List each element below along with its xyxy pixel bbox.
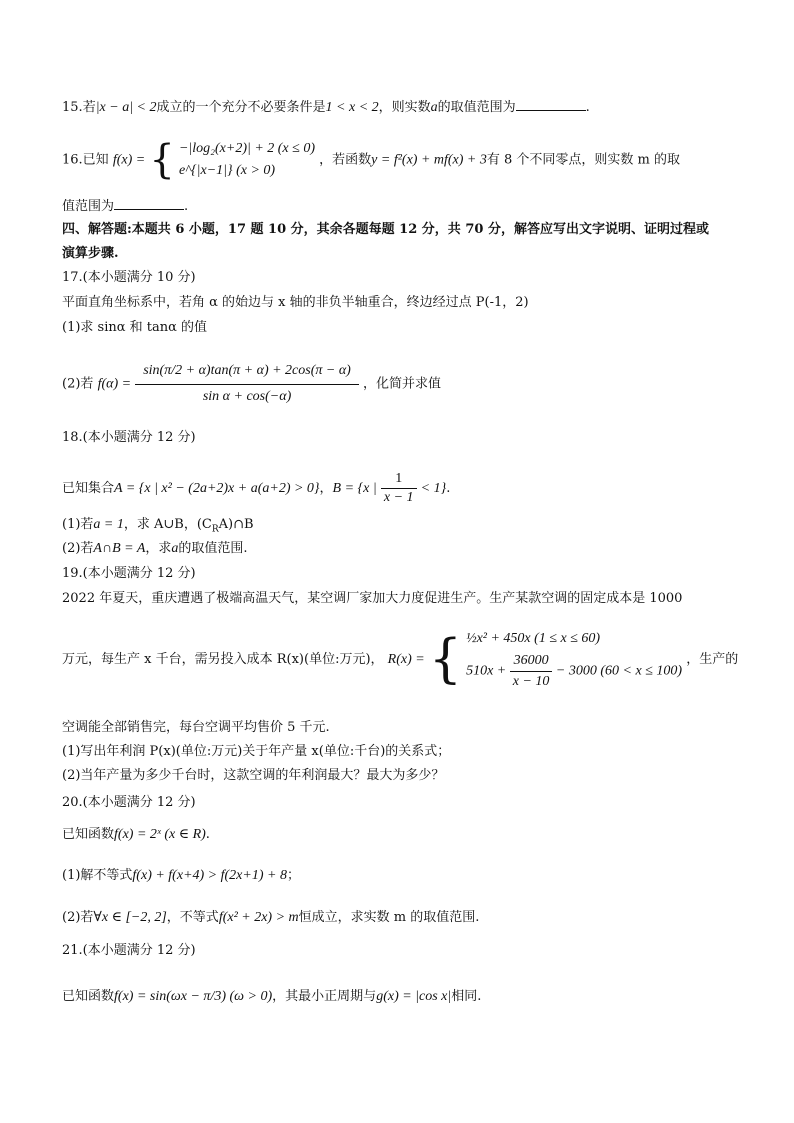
- q18-set-b-fraction: $\frac{1}{x - 1}$: [381, 470, 417, 507]
- q18-part-1: (1)若a = 1，求 A∪B，$(C_RA)\cap B$: [62, 517, 254, 535]
- q19-part-1: (1)写出年利润 P(x)(单位:万元)关于年产量 x(单位:千台)的关系式；: [62, 744, 451, 759]
- q15-condition-1: |x − a| < 2: [95, 100, 157, 115]
- q17-header: 17.(本小题满分 10 分): [62, 270, 196, 285]
- section-4-title-cont: 演算步骤.: [62, 246, 119, 261]
- q16-function: y = f²(x) + mf(x) + 3: [371, 152, 487, 168]
- q17-fraction: [135, 362, 359, 406]
- q20-part-1: (1)解不等式f(x) + f(x+4) > f(2x+1) + 8；: [62, 868, 300, 883]
- q20-header: 20.(本小题满分 12 分): [62, 795, 196, 810]
- q17-part-2: (2)若 f(α) = $\frac{\sin(\pi/2 + \alpha)\tan(\pi + \alpha) + 2\cos(\pi - \alpha)}{\text{sin α + cos(−α)}}$ ，化简并求值: [62, 363, 442, 404]
- q19-stem-3: 空调能全部销售完，每台空调平均售价 5 千元.: [62, 720, 330, 735]
- q19-stem-1: 2022 年夏天，重庆遭遇了极端高温天气，某空调厂家加大力度促进生产。生产某款空调的固定成本是 1000: [62, 591, 683, 606]
- q21-header: 21.(本小题满分 12 分): [62, 943, 196, 958]
- section-4-title: 四、解答题:本题共 6 小题，17 题 10 分，其余各题每题 12 分，共 70 分，解答应写出文字说明、证明过程或: [62, 222, 709, 237]
- q21-stem: 已知函数f(x) = sin(ωx − π/3) (ω > 0)，其最小正周期与g(x) = |cos x|相同.: [62, 989, 482, 1004]
- q20-part-2: (2)若∀x ∈ [−2, 2]，不等式f(x² + 2x) > m恒成立，求实数 m 的取值范围.: [62, 910, 480, 925]
- q18-part-2: (2)若A∩B = A，求a的取值范围.: [62, 541, 248, 556]
- q18-set-a: A = {x | x² − (2a+2)x + a(a+2) > 0}: [114, 481, 320, 496]
- q17-part-1: (1)求 sinα 和 tanα 的值: [62, 320, 208, 335]
- question-15: 15.若|x − a| < 2成立的一个充分不必要条件是1 < x < 2，则实数a的取值范围为 .: [62, 97, 590, 117]
- q18-header: 18.(本小题满分 12 分): [62, 430, 196, 445]
- q16-brace: {: [149, 137, 175, 183]
- q16-answer-blank: [114, 196, 184, 210]
- q17-stem: 平面直角坐标系中，若角 α 的始边与 x 轴的非负半轴重合，终边经过点 P(-1，2): [62, 295, 529, 310]
- q15-number: 15.: [62, 100, 83, 115]
- q19-piecewise: ½x² + 450x (1 ≤ x ≤ 60) 510x + $\frac{36000}{x - 10}$ − 3000 (60 < x ≤ 100): [466, 631, 683, 689]
- q16-number: 16.已知: [62, 152, 109, 168]
- q20-stem: 已知函数f(x) = 2ˣ (x ∈ R).: [62, 827, 210, 842]
- q15-condition-2: 1 < x < 2: [325, 100, 379, 115]
- question-16-cont: 值范围为 .: [62, 196, 188, 216]
- q17-denominator: sin α + cos(−α): [202, 389, 292, 404]
- q19-stem-2: 万元，每生产 x 千台，需另投入成本 R(x)(单位:万元)， R(x) = { ½x² + 450x (1 ≤ x ≤ 60) 510x + $\frac{36000}{x - 10}$ − 3000 (60 < x ≤ 100) ，生产的: [62, 627, 738, 692]
- q16-piecewise: −|log₂(x+2)| + 2 (x ≤ 0) e^{|x−1|} (x > 0): [178, 141, 315, 178]
- q18-stem: 已知集合A = {x | x² − (2a+2)x + a(a+2) > 0}，B = {x | $\frac{1}{x - 1}$ < 1}.: [62, 471, 451, 505]
- q19-brace: {: [428, 629, 462, 690]
- q19-header: 19.(本小题满分 12 分): [62, 566, 196, 581]
- q17-numerator: sin(π/2 + α)tan(π + α) + 2cos(π − α): [135, 362, 359, 385]
- q15-answer-blank: [516, 97, 586, 111]
- question-16: 16.已知 f(x) = { −|log₂(x+2)| + 2 (x ≤ 0) e^{|x−1|} (x > 0) ，若函数y = f²(x) + mf(x) + 3有 8 个不同零点，则实数 m 的取: [62, 137, 681, 183]
- q19-part-2: (2)当年产量为多少千台时，这款空调的年利润最大？最大为多少？: [62, 768, 445, 783]
